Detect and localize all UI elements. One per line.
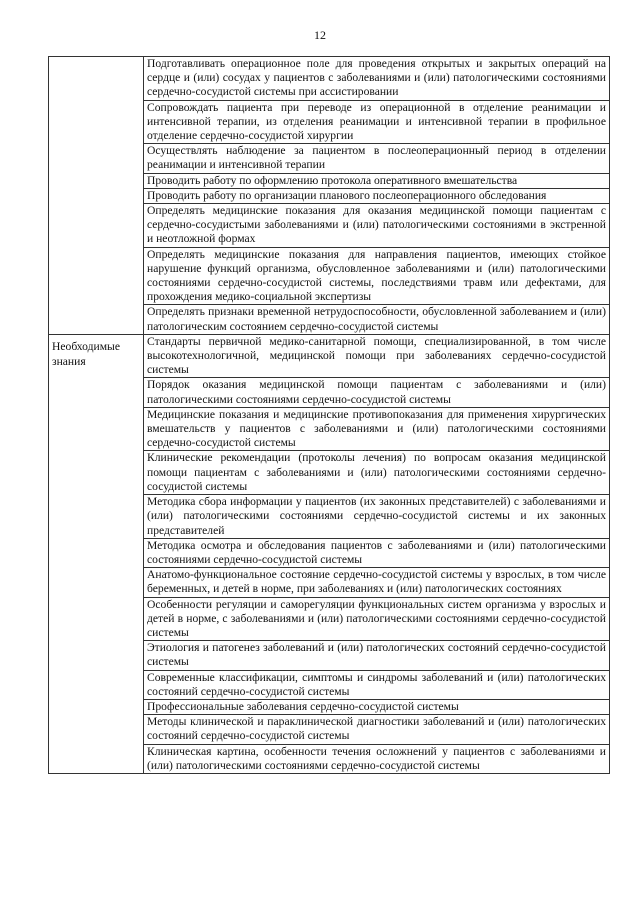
table-cell [144, 247, 610, 305]
item-text: Стандарты первичной медико-санитарной помощи, специализированной, в том числе высокотехнологичной, медицинской помощи при заболеваниях сердечно-сосудистой системы [147, 334, 606, 377]
item-text: Анатомо-функциональное состояние сердечно-сосудистой системы у взрослых, в том числе беременных, и детей в норме, при заболеваниях и (или) патологических состояниях [147, 568, 606, 596]
item-text: Современные классификации, симптомы и синдромы заболеваний и (или) патологических состояний сердечно-сосудистой системы [147, 670, 606, 698]
table-cell [144, 334, 610, 378]
table-cell [144, 378, 610, 407]
item-text: Сопровождать пациента при переводе из операционной в отделение реанимации и интенсивной терапии, из отделения реанимации и интенсивной терапии в профильное отделение сердечно-сосудистой хирургии [147, 100, 606, 143]
item-text: Определять признаки временной нетрудоспособности, обусловленной заболеванием и (или) патологическим состоянием сердечно-сосудистой системы [147, 305, 606, 333]
item-text: Клиническая картина, особенности течения осложнений у пациентов с заболеваниями и (или) патологическими состояниями сердечно-сосудистой системы [147, 744, 606, 772]
item-text: Определять медицинские показания для направления пациентов, имеющих стойкое нарушение функций организма, обусловленное заболеваниями и (или) патологическими состояниями сердечно-сосудистой системы, последствиями травм или дефектами, для прохождения медико-социальной экспертизы [147, 247, 606, 304]
requirements-table [48, 56, 610, 774]
item-text: Особенности регуляции и саморегуляции функциональных систем организма у взрослых и детей в норме, с заболеваниями и (или) патологическими состояниями сердечно-сосудистой системы [147, 597, 606, 639]
section-label: Необходимые знания [52, 339, 120, 368]
table-cell [144, 204, 610, 248]
table-cell [144, 670, 610, 699]
table-cell [144, 451, 610, 495]
page-number: 12 [314, 28, 326, 42]
table-cell [144, 57, 610, 101]
item-text: Медицинские показания и медицинские противопоказания для применения хирургических вмешательств у пациентов с заболеваниями и (или) патологическими состояниями сердечно-сосудистой системы [147, 407, 606, 450]
table-cell [144, 641, 610, 670]
table-cell [144, 173, 610, 188]
item-text: Профессиональные заболевания сердечно-сосудистой системы [147, 699, 459, 713]
table-cell [144, 407, 610, 451]
item-text: Проводить работу по оформлению протокола оперативного вмешательства [147, 173, 518, 187]
table-cell [144, 597, 610, 641]
table-row [49, 334, 610, 378]
table-cell [144, 188, 610, 203]
section-label-cell [49, 334, 144, 773]
table-row [49, 57, 610, 101]
section-label [52, 57, 140, 61]
item-text: Методика сбора информации у пациентов (их законных представителей) с заболеваниями и (или) патологическими состояниями сердечно-сосудистой системы и их законных представителей [147, 495, 606, 537]
item-text: Этиология и патогенез заболеваний и (или) патологических состояний сердечно-сосудистой системы [147, 641, 606, 669]
item-text: Подготавливать операционное поле для проведения открытых и закрытых операций на сердце и (или) сосудах у пациентов с заболеваниями и (или) патологическими состояниями сердечно-сосудистой системы при ассистировании [147, 57, 606, 99]
item-text: Методика осмотра и обследования пациентов с заболеваниями и (или) патологическими состояниями сердечно-сосудистой системы [147, 538, 606, 566]
table-cell [144, 744, 610, 773]
item-text: Проводить работу по организации планового послеоперационного обследования [147, 188, 547, 202]
table-cell [144, 715, 610, 744]
section-label-cell [49, 57, 144, 335]
item-text: Осуществлять наблюдение за пациентом в послеоперационный период в отделении реанимации и интенсивной терапии [147, 144, 606, 172]
item-text: Определять медицинские показания для оказания медицинской помощи пациентам с сердечно-сосудистыми заболеваниями и (или) патологическими состояниями в экстренной и неотложной формах [147, 204, 606, 246]
item-text: Методы клинической и параклинической диагностики заболеваний и (или) патологических состояний сердечно-сосудистой системы [147, 715, 606, 743]
table-cell [144, 568, 610, 597]
item-text: Порядок оказания медицинской помощи пациентам с заболеваниями и (или) патологическими состояниями сердечно-сосудистой системы [147, 378, 606, 406]
table-cell [144, 699, 610, 714]
table-cell [144, 495, 610, 539]
table-cell [144, 144, 610, 173]
table-cell [144, 538, 610, 567]
table-cell [144, 100, 610, 144]
table-cell [144, 305, 610, 334]
item-text: Клинические рекомендации (протоколы лечения) по вопросам оказания медицинской помощи пациентам с заболеваниями и (или) патологическими состояниями сердечно-сосудистой системы [147, 451, 606, 493]
